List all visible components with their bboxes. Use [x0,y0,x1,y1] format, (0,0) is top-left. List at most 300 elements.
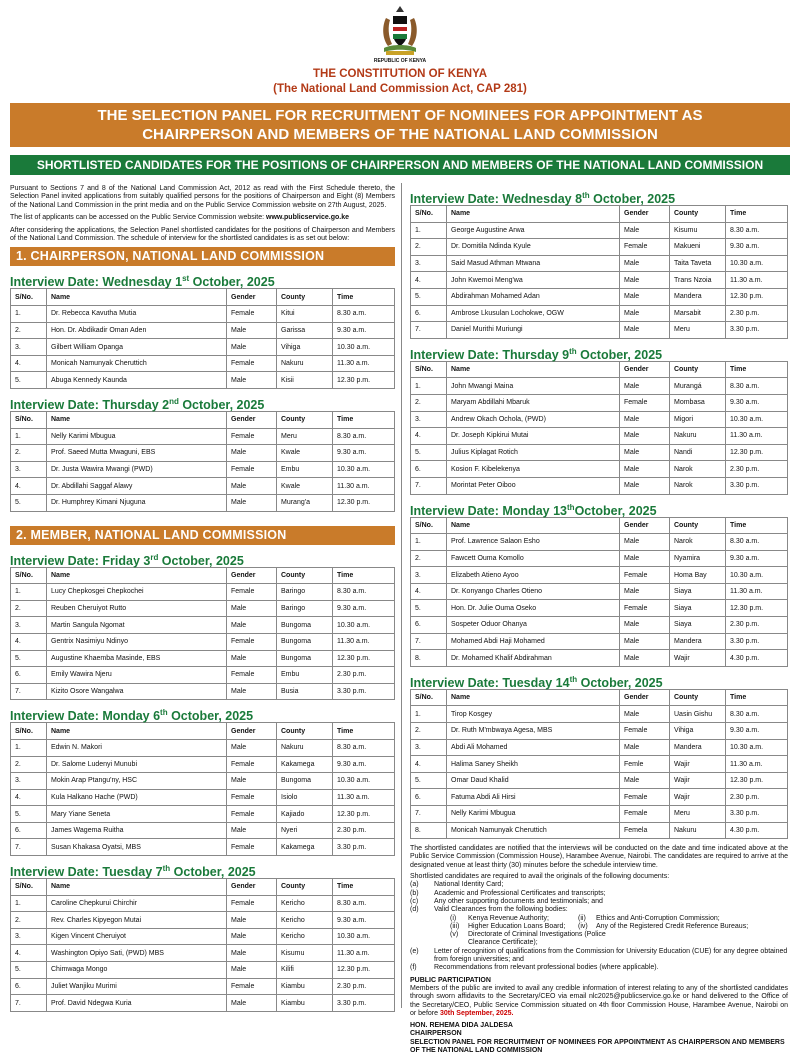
public-participation-title: PUBLIC PARTICIPATION [410,976,491,984]
table-row [411,806,788,823]
cell-county: Kiambu [277,995,333,1012]
intro-paragraph-1: Pursuant to Sections 7 and 8 of the National Land Commission Act, 2012 as read with the First Schedule thereto, the Selection Panel invited applications from suitably qualified persons for the positions of Chairperson and Eight (8) Members of the National Land Commission in the print media and on the Public Service Commission website on 27th August, 2025. [10,185,395,209]
column-header-gender: Gender [227,412,277,429]
cell-sno: 2. [11,912,47,929]
column-header-name: Name [47,412,227,429]
column-header-time: Time [726,361,788,378]
list-item [410,898,788,906]
cell-sno: 4. [11,789,47,806]
interview-date-heading [10,704,395,722]
cell-time: 12.30 p.m. [333,494,395,511]
cell-sno: 7. [411,633,447,650]
cell-gender: Male [227,617,277,634]
cell-sno: 1. [411,534,447,551]
cell-name: Monicah Namunyak Cheruttich [47,355,227,372]
cell-gender: Male [620,428,670,445]
table-row [411,255,788,272]
cell-name: Prof. Saeed Mutta Mwaguni, EBS [47,445,227,462]
column-header-gender: Gender [227,567,277,584]
interview-date-heading [10,860,395,878]
panel-banner [10,103,790,147]
cell-time: 11.30 a.m. [333,355,395,372]
column-header-time: Time [726,517,788,534]
cell-county: Homa Bay [670,567,726,584]
column-header-time: Time [333,879,395,896]
cell-sno: 7. [11,839,47,856]
table-row [11,928,395,945]
cell-name: Edwin N. Makori [47,739,227,756]
cell-name: Emily Wawira Njeru [47,667,227,684]
clearance-text: Kenya Revenue Authority; [468,914,549,922]
interview-date-month: October, 2025 [170,865,256,880]
column-header-gender: Gender [620,206,670,223]
cell-gender: Female [620,723,670,740]
cell-name: Morintat Peter Oiboo [447,477,620,494]
cell-county: Nyamira [670,550,726,567]
cell-sno: 4. [11,633,47,650]
interview-table [10,411,395,512]
cell-name: Maryam Abdillahi Mbaruk [447,394,620,411]
cell-gender: Female [227,756,277,773]
clearance-marker: (iv) [578,922,588,930]
clearance-marker: (i) [450,914,457,922]
cell-name: Dr. Joseph Kipkirui Mutai [447,428,620,445]
cell-sno: 7. [411,806,447,823]
cell-time: 9.30 a.m. [726,239,788,256]
cell-name: Kigen Vincent Cheruiyot [47,928,227,945]
intro-paragraph-2-text: The list of applicants can be accessed on the Public Service Commission website: [10,214,267,222]
cell-time: 8.30 a.m. [333,584,395,601]
cell-name: Abdirahman Mohamed Adan [447,288,620,305]
cell-time: 11.30 a.m. [333,945,395,962]
cell-gender: Male [227,478,277,495]
cell-county: Meru [670,806,726,823]
interview-day-4 [10,704,395,856]
interview-date-heading [410,671,788,689]
interview-date-suffix-sup: st [182,274,190,284]
cell-sno: 8. [411,822,447,839]
cell-county: Nakuru [277,355,333,372]
list-item-marker: (c) [410,897,419,905]
cell-gender: Female [620,567,670,584]
cell-sno: 2. [11,322,47,339]
list-item-text: Recommendations from relevant professional bodies (where applicable). [434,964,659,972]
cell-gender: Female [227,633,277,650]
notes-block [410,845,788,1055]
signatory-org: SELECTION PANEL FOR RECRUITMENT OF NOMINEES FOR APPOINTMENT AS CHAIRPERSON AND MEMBERS OF THE NATIONAL LAND COMMISSION [410,1038,785,1055]
interview-day-3 [10,549,395,701]
cell-county: Garissa [277,322,333,339]
table-row [411,600,788,617]
interview-day-9 [410,671,788,839]
cell-gender: Male [620,739,670,756]
cell-gender: Male [620,444,670,461]
interview-date-month: October, 2025 [167,709,254,724]
cell-gender: Female [620,394,670,411]
column-header-county: County [670,517,726,534]
cell-gender: Female [620,239,670,256]
cell-name: Said Masud Athman Mtwana [447,255,620,272]
cell-county: Marsabit [670,305,726,322]
clearance-marker: (ii) [578,914,586,922]
interview-date-suffix-sup: th [569,346,577,356]
cell-time: 8.30 a.m. [726,378,788,395]
cell-county: Kisumu [277,945,333,962]
cell-gender: Female [227,584,277,601]
column-header-county: County [277,567,333,584]
cell-gender: Male [620,411,670,428]
cell-gender: Male [620,617,670,634]
cell-sno: 2. [411,394,447,411]
cell-county: Kakamega [277,839,333,856]
cell-gender: Female [620,789,670,806]
cell-name: Halima Saney Sheikh [447,756,620,773]
cell-time: 10.30 a.m. [333,461,395,478]
table-row [11,322,395,339]
cell-sno: 4. [11,355,47,372]
interview-date-month: October, 2025 [178,398,265,413]
column-header-gender: Gender [620,689,670,706]
cell-gender: Male [227,995,277,1012]
cell-time: 9.30 a.m. [333,445,395,462]
cell-sno: 5. [411,600,447,617]
cell-gender: Male [620,255,670,272]
cell-sno: 2. [11,445,47,462]
interview-date-prefix: Interview Date: Monday 13 [410,503,567,518]
cell-county: Vihiga [277,339,333,356]
cell-gender: Male [620,305,670,322]
column-header-sno: S/No. [411,361,447,378]
cell-time: 12.30 p.m. [333,650,395,667]
cell-gender: Male [227,600,277,617]
column-header-name: Name [447,206,620,223]
cell-county: Vihiga [670,723,726,740]
cell-gender: Male [620,477,670,494]
interview-date-month: October, 2025 [574,503,657,518]
interview-date-prefix: Interview Date: Tuesday 7 [10,865,163,880]
table-row [11,461,395,478]
column-header-gender: Gender [620,361,670,378]
cell-time: 10.30 a.m. [726,739,788,756]
cell-name: Mokin Arap Ptangu'ny, HSC [47,773,227,790]
cell-sno: 1. [411,222,447,239]
cell-time: 11.30 a.m. [333,633,395,650]
cell-name: Kosion F. Kibelekenya [447,461,620,478]
cell-time: 3.30 p.m. [333,995,395,1012]
cell-time: 8.30 a.m. [726,706,788,723]
cell-sno: 1. [11,739,47,756]
cell-sno: 6. [11,667,47,684]
cell-county: Narok [670,477,726,494]
cell-county: Kwale [277,445,333,462]
column-header-sno: S/No. [11,289,47,306]
cell-county: Baringo [277,600,333,617]
column-header-county: County [277,289,333,306]
cell-gender: Male [227,822,277,839]
table-row [11,773,395,790]
table-row [411,444,788,461]
cell-county: Nyeri [277,822,333,839]
list-item [410,906,788,914]
column-header-sno: S/No. [11,879,47,896]
cell-time: 10.30 a.m. [726,567,788,584]
interview-date-suffix-sup: th [569,674,578,684]
clearance-row [410,923,788,931]
cell-county: Wajir [670,756,726,773]
table-header-row [11,412,395,429]
cell-sno: 6. [411,617,447,634]
interview-date-heading [410,187,788,205]
public-participation-text [410,985,788,1018]
cell-time: 10.30 a.m. [333,928,395,945]
cell-name: James Wagema Ruitha [47,822,227,839]
cell-name: John Kwemoi Meng'wa [447,272,620,289]
cell-county: Kitui [277,306,333,323]
public-participation-body: Members of the public are invited to avail any credible information of interest relating to any of the shortlisted candidates through sworn affidavits to the Secretary/CEO via email nlc2025@publicservice.go.ke or hand delivered to the Office of the Secretary/CEO, Public Service Commission situated on 4th floor Commission House, Harambee Avenue, Nairobi on or before [410,984,788,1017]
cell-name: Dr. Justa Wawira Mwangi (PWD) [47,461,227,478]
cell-time: 10.30 a.m. [726,411,788,428]
cell-time: 2.30 p.m. [726,461,788,478]
column-header-gender: Gender [227,879,277,896]
cell-county: Narok [670,461,726,478]
cell-time: 12.30 p.m. [726,288,788,305]
interview-date-suffix-sup: nd [169,397,179,406]
table-header-row [11,723,395,740]
column-header-time: Time [333,289,395,306]
cell-sno: 7. [411,477,447,494]
table-row [411,411,788,428]
table-row [11,372,395,389]
cell-gender: Male [227,322,277,339]
cell-sno: 6. [11,978,47,995]
cell-name: Fawcett Ouma Komollo [447,550,620,567]
cell-county: Kisii [277,372,333,389]
interview-date-prefix: Interview Date: Tuesday 14 [410,676,570,690]
interview-date-prefix: Interview Date: Monday 6 [10,709,161,724]
cell-name: Kula Halkano Hache (PWD) [47,789,227,806]
cell-gender: Male [227,912,277,929]
cell-gender: Femle [620,756,670,773]
interview-day-2 [10,393,395,512]
list-item-marker: (e) [410,947,419,955]
cell-sno: 4. [11,945,47,962]
cell-time: 2.30 p.m. [726,617,788,634]
table-row [411,772,788,789]
cell-gender: Female [227,978,277,995]
cell-county: Siaya [670,617,726,634]
cell-sno: 3. [11,928,47,945]
cell-gender: Male [227,445,277,462]
interview-date-suffix-sup: th [567,502,575,512]
cell-sno: 3. [11,461,47,478]
cell-time: 9.30 a.m. [726,394,788,411]
cell-sno: 1. [11,584,47,601]
cell-time: 9.30 a.m. [726,723,788,740]
column-header-sno: S/No. [11,412,47,429]
column-header-gender: Gender [227,723,277,740]
cell-name: Elizabeth Atieno Ayoo [447,567,620,584]
cell-sno: 3. [11,617,47,634]
column-header-name: Name [47,879,227,896]
interview-date-month: October, 2025 [189,275,275,290]
cell-gender: Male [620,583,670,600]
cell-county: Nakuru [670,822,726,839]
clearance-text: Any of the Registered Credit Reference Bureaus; [596,922,749,930]
cell-sno: 1. [411,706,447,723]
cell-county: Bungoma [277,633,333,650]
table-header-row [411,206,788,223]
cell-name: John Mwangi Maina [447,378,620,395]
cell-county: Wajir [670,789,726,806]
table-row [411,428,788,445]
cell-name: Tirop Kosgey [447,706,620,723]
cell-sno: 6. [411,789,447,806]
cell-name: Reuben Cheruiyot Rutto [47,600,227,617]
deadline-date: 30th September, 2025. [439,1009,514,1017]
notes-paragraph-2: Shortlisted candidates are required to avail the originals of the following documents: [410,873,670,881]
cell-county: Bungoma [277,650,333,667]
list-item-text: Any other supporting documents and testimonials; and [434,897,603,905]
clearance-text [637,931,788,948]
column-header-name: Name [447,361,620,378]
cell-name: Ambrose Lkusulan Lochokwe, OGW [447,305,620,322]
list-item-marker: (b) [410,889,419,897]
table-row [11,339,395,356]
cell-sno: 2. [411,239,447,256]
cell-sno: 3. [411,739,447,756]
table-row [411,822,788,839]
column-header-gender: Gender [620,517,670,534]
cell-gender: Male [620,222,670,239]
table-row [411,239,788,256]
cell-county: Meru [277,428,333,445]
clearance-row [410,931,788,948]
list-item-text: Letter of recognition of qualifications from the Commission for University Education (CUE) for any degree obtained from foreign universities; and [434,947,788,964]
cell-name: Prof. Lawrence Salaon Esho [447,534,620,551]
table-row [11,739,395,756]
cell-sno: 6. [411,305,447,322]
cell-county: Mandera [670,739,726,756]
column-header-sno: S/No. [411,206,447,223]
cell-county: Kericho [277,895,333,912]
interview-day-7 [410,343,788,495]
interview-day-8 [410,499,788,667]
cell-gender: Male [227,339,277,356]
cell-time: 12.30 p.m. [333,806,395,823]
cell-time: 8.30 a.m. [333,428,395,445]
cell-gender: Male [620,534,670,551]
table-row [11,667,395,684]
cell-time: 10.30 a.m. [333,773,395,790]
cell-sno: 3. [411,567,447,584]
table-row [11,600,395,617]
cell-name: Abdi Ali Mohamed [447,739,620,756]
cell-county: Kericho [277,928,333,945]
cell-sno: 4. [411,272,447,289]
column-header-gender: Gender [227,289,277,306]
cell-time: 12.30 p.m. [333,372,395,389]
table-row [411,617,788,634]
cell-time: 8.30 a.m. [333,895,395,912]
cell-name: Andrew Okach Ochola, (PWD) [447,411,620,428]
cell-county: Mombasa [670,394,726,411]
list-item [410,890,788,898]
clearance-marker [619,931,637,948]
column-header-county: County [670,361,726,378]
cell-name: Dr. Domitila Ndinda Kyule [447,239,620,256]
interview-day-6 [410,187,788,339]
table-row [411,272,788,289]
cell-name: Washington Opiyo Sati, (PWD) MBS [47,945,227,962]
cell-county: Taita Taveta [670,255,726,272]
cell-time: 9.30 a.m. [726,550,788,567]
cell-time: 3.30 p.m. [726,806,788,823]
interview-date-month: October, 2025 [577,676,663,690]
interview-date-month: October, 2025 [576,347,663,362]
interview-table [10,878,395,1012]
cell-county: Busia [277,683,333,700]
column-header-county: County [277,879,333,896]
table-row [11,584,395,601]
cell-sno: 4. [411,756,447,773]
table-row [11,683,395,700]
interview-date-heading [10,270,395,288]
cell-sno: 3. [411,411,447,428]
banner-line-1: THE SELECTION PANEL FOR RECRUITMENT OF NOMINEES FOR APPOINTMENT AS [97,107,703,124]
cell-county: Narok [670,534,726,551]
table-row [411,534,788,551]
cell-gender: Male [227,739,277,756]
cell-sno: 2. [11,756,47,773]
cell-gender: Male [227,650,277,667]
column-header-county: County [670,689,726,706]
cell-time: 11.30 a.m. [333,789,395,806]
cell-county: Murang'a [277,494,333,511]
column-header-county: County [277,412,333,429]
cell-time: 4.30 p.m. [726,650,788,667]
cell-gender: Female [227,461,277,478]
table-row [11,633,395,650]
cell-name: Dr. Salome Ludenyi Munubi [47,756,227,773]
cell-name: Gentrix Nasimiyu Ndinyo [47,633,227,650]
cell-name: Sospeter Oduor Ohanya [447,617,620,634]
cell-time: 12.30 p.m. [726,600,788,617]
cell-time: 3.30 p.m. [333,683,395,700]
interview-date-prefix: Interview Date: Friday 3 [10,553,151,568]
cell-name: Dr. Humphrey Kimani Njuguna [47,494,227,511]
table-row [411,394,788,411]
column-header-county: County [670,206,726,223]
signatory-name: HON. REHEMA DIDA JALDESA [410,1022,513,1030]
cell-county: Wajir [670,650,726,667]
table-row [411,477,788,494]
cell-name: Lucy Chepkosgei Chepkochei [47,584,227,601]
table-header-row [11,879,395,896]
table-row [11,617,395,634]
cell-sno: 7. [11,995,47,1012]
column-header-name: Name [447,689,620,706]
cell-time: 12.30 p.m. [333,962,395,979]
cell-name: Martin Sangula Ngomat [47,617,227,634]
cell-time: 10.30 a.m. [333,339,395,356]
documents-list [410,881,788,914]
psc-website-link[interactable]: www.publicservice.go.ke [266,214,350,222]
cell-time: 3.30 p.m. [726,633,788,650]
cell-sno: 6. [11,822,47,839]
interview-date-month: October, 2025 [158,553,244,568]
cell-time: 11.30 a.m. [726,272,788,289]
coat-of-arms-icon [376,4,424,62]
